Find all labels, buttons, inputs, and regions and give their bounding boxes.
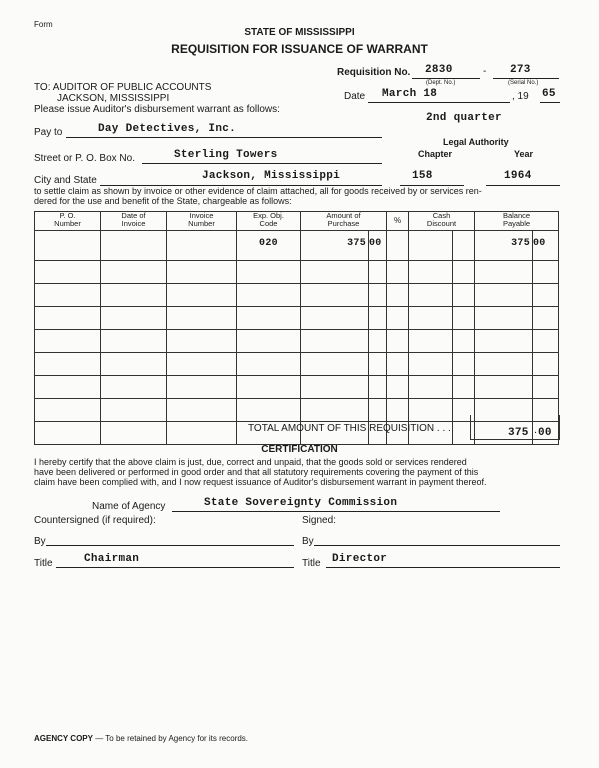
certification-line3: claim have been complied with, and I now request issuance of Auditor's disbursement warrant in payment thereof. xyxy=(34,477,487,487)
row-exp-code: 020 xyxy=(237,231,301,261)
serial-no-value: 273 xyxy=(510,64,531,76)
date-label: Date xyxy=(344,91,366,102)
by-label-left: By xyxy=(34,536,46,547)
dept-no-value: 2830 xyxy=(425,64,453,76)
agency-name-label: Name of Agency xyxy=(92,501,166,512)
state-heading: STATE OF MISSISSIPPI xyxy=(244,27,355,38)
legal-year-label: Year xyxy=(514,149,534,159)
charges-table xyxy=(34,211,559,445)
table-row xyxy=(35,307,559,330)
addressee-line1: TO: AUDITOR OF PUBLIC ACCOUNTS xyxy=(34,82,212,93)
col-date-invoice: Date of Invoice xyxy=(101,212,167,231)
agency-name-value: State Sovereignty Commission xyxy=(204,497,398,509)
by-label-right: By xyxy=(302,536,314,547)
chapter-label: Chapter xyxy=(418,149,453,159)
city-value: Jackson, Mississippi xyxy=(202,170,341,182)
settle-text-1: to settle claim as shown by invoice or other evidence of claim attached, all for goods received by or services ren- xyxy=(34,186,482,196)
table-row xyxy=(35,231,559,261)
instruction-text: Please issue Auditor's disbursement warrant as follows: xyxy=(34,104,280,115)
row-balance-dollars: 375 xyxy=(475,231,533,261)
city-label: City and State xyxy=(34,175,97,186)
title-right-value: Director xyxy=(332,553,388,565)
row-balance-cents: 00 xyxy=(533,231,559,261)
certification-line2: have been delivered or performed in good order and that all statutory requirements covering the payment of this xyxy=(34,467,479,477)
legal-authority-label: Legal Authority xyxy=(443,137,509,147)
table-row xyxy=(35,330,559,353)
table-row xyxy=(35,284,559,307)
page-title: REQUISITION FOR ISSUANCE OF WARRANT xyxy=(171,42,428,56)
title-label-left: Title xyxy=(34,558,53,569)
col-invoice-number: Invoice Number xyxy=(167,212,237,231)
chapter-value: 158 xyxy=(412,170,433,182)
title-label-right: Title xyxy=(302,558,321,569)
certification-line1: I hereby certify that the above claim is just, due, correct and unpaid, that the goods sold or services rendered xyxy=(34,457,467,467)
table-header-row xyxy=(35,212,559,231)
title-left-value: Chairman xyxy=(84,553,140,565)
total-cents: 00 xyxy=(538,427,552,439)
signed-label: Signed: xyxy=(302,515,336,526)
date-value: March 18 xyxy=(382,88,438,100)
certification-title: CERTIFICATION xyxy=(261,444,338,455)
year-prefix: , 19 xyxy=(512,91,529,102)
table-row xyxy=(35,376,559,399)
total-label: TOTAL AMOUNT OF THIS REQUISITION . . . xyxy=(248,423,451,434)
serial-no-caption: (Serial No.) xyxy=(508,80,539,86)
legal-year-value: 1964 xyxy=(504,170,532,182)
col-exp-code: Exp. Obj. Code xyxy=(237,212,301,231)
col-percent: % xyxy=(387,212,409,231)
col-balance: Balance Payable xyxy=(475,212,559,231)
pay-to-value: Day Detectives, Inc. xyxy=(98,123,237,135)
street-value: Sterling Towers xyxy=(174,149,278,161)
total-dollars: 375 xyxy=(508,427,529,439)
row-amount-cents: 00 xyxy=(369,231,387,261)
requisition-label: Requisition No. xyxy=(337,67,411,78)
row-amount-dollars: 375 xyxy=(301,231,369,261)
addressee-line2: JACKSON, MISSISSIPPI xyxy=(57,93,170,104)
col-cash-discount: Cash Discount xyxy=(409,212,475,231)
year-value: 65 xyxy=(542,88,556,100)
form-label: Form xyxy=(34,20,53,29)
dept-no-caption: (Dept. No.) xyxy=(426,80,456,86)
table-row xyxy=(35,261,559,284)
pay-to-label: Pay to xyxy=(34,127,63,138)
quarter-value: 2nd quarter xyxy=(426,112,502,124)
table-row xyxy=(35,353,559,376)
footer-note: AGENCY COPY — To be retained by Agency for its records. xyxy=(34,734,249,743)
countersigned-label: Countersigned (if required): xyxy=(34,515,156,526)
col-po-number: P. O. Number xyxy=(35,212,101,231)
street-label: Street or P. O. Box No. xyxy=(34,153,135,164)
col-amount: Amount of Purchase xyxy=(301,212,387,231)
settle-text-2: dered for the use and benefit of the State, chargeable as follows: xyxy=(34,196,292,206)
